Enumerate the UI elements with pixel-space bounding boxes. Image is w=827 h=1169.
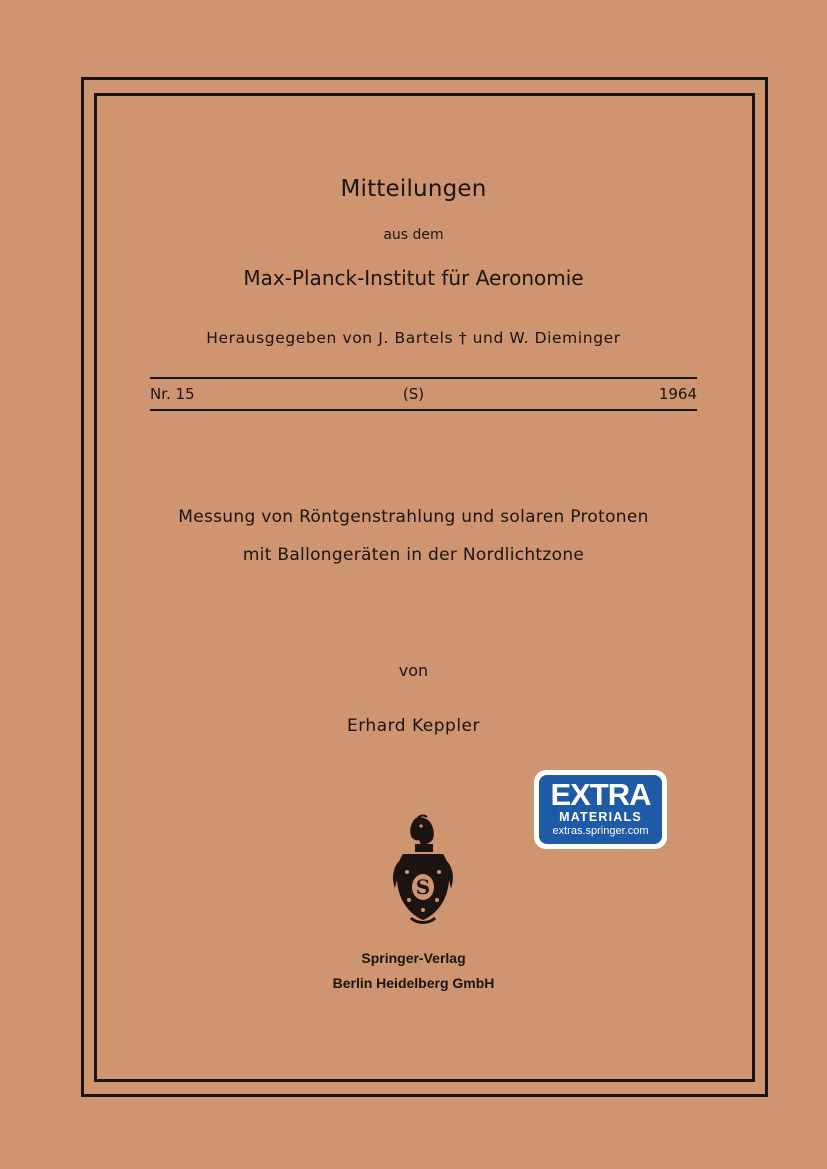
badge-extra-text: EXTRA bbox=[550, 777, 651, 812]
series-title: Mitteilungen bbox=[340, 176, 487, 202]
by-label: von bbox=[398, 661, 429, 680]
issue-series-code: (S) bbox=[402, 385, 425, 403]
divider-bottom bbox=[150, 409, 697, 411]
author-name: Erhard Keppler bbox=[346, 716, 481, 736]
institute-name: Max-Planck-Institut für Aeronomie bbox=[243, 266, 584, 290]
badge-materials-text: MATERIALS bbox=[559, 810, 642, 824]
book-title-line-1: Messung von Röntgenstrahlung und solaren Protonen bbox=[178, 507, 649, 527]
book-title-line-2: mit Ballongeräten in der Nordlichtzone bbox=[242, 545, 585, 565]
logo-letter: S bbox=[415, 875, 431, 899]
extra-materials-badge[interactable] bbox=[534, 770, 667, 849]
issue-year: 1964 bbox=[658, 385, 697, 403]
divider-top bbox=[150, 377, 697, 379]
springer-horse-head-logo-icon bbox=[383, 812, 463, 927]
badge-url: extras.springer.com bbox=[552, 825, 649, 837]
editors-line: Herausgegeben von J. Bartels † und W. Dieminger bbox=[206, 329, 621, 347]
badge-body bbox=[539, 775, 662, 844]
publisher-name: Springer-Verlag bbox=[361, 950, 466, 966]
series-preposition: aus dem bbox=[383, 227, 444, 243]
publisher-places: Berlin Heidelberg GmbH bbox=[332, 975, 495, 991]
issue-number: Nr. 15 bbox=[150, 385, 195, 403]
